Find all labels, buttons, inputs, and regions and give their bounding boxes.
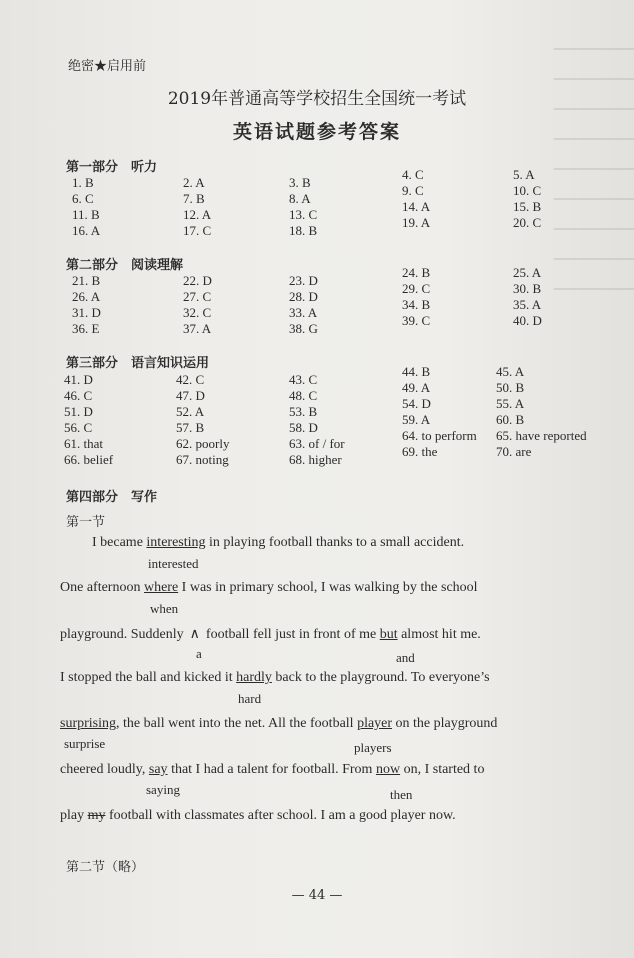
answer-cell: 27. C: [183, 289, 212, 304]
answer-cell: 70. are: [496, 444, 532, 459]
bleed-through-shadow: [554, 20, 634, 300]
essay-line-5: surprising, the ball went into the net. All the football player on the playground: [60, 716, 498, 731]
answer-cell: 33. A: [289, 305, 318, 320]
answer-cell: 47. D: [176, 388, 205, 403]
answer-cell: 45. A: [496, 364, 525, 379]
answer-cell: 28. D: [289, 289, 318, 304]
correction-5a: surprise: [64, 736, 106, 751]
answer-cell: 36. E: [72, 321, 100, 336]
answer-cell: 51. D: [64, 404, 93, 419]
part4-title: 第四部分 写作: [66, 490, 158, 505]
answer-cell: 3. B: [289, 175, 311, 190]
answer-cell: 26. A: [72, 289, 101, 304]
answer-cell: 53. B: [289, 404, 318, 419]
answer-cell: 21. B: [72, 273, 101, 288]
correction-4: hard: [238, 691, 262, 706]
correction-3a: a: [196, 646, 202, 661]
part1-title: 第一部分 听力: [66, 160, 158, 175]
answer-cell: 69. the: [402, 444, 438, 459]
answer-cell: 65. have reported: [496, 428, 587, 443]
part4-section1: 第一节: [66, 515, 106, 530]
answer-cell: 13. C: [289, 207, 318, 222]
answer-cell: 57. B: [176, 420, 205, 435]
correction-5b: players: [354, 740, 392, 755]
answer-cell: 40. D: [513, 313, 542, 328]
answer-cell: 50. B: [496, 380, 525, 395]
correction-2: when: [150, 601, 179, 616]
answer-cell: 15. B: [513, 199, 542, 214]
answer-cell: 5. A: [513, 167, 535, 182]
correction-3b: and: [396, 650, 415, 665]
essay-line-6: cheered loudly, say that I had a talent for football. From now on, I started to: [60, 762, 485, 777]
answer-cell: 18. B: [289, 223, 318, 238]
answer-cell: 9. C: [402, 183, 424, 198]
exam-title: 2019年普通高等学校招生全国统一考试: [167, 89, 467, 109]
answer-cell: 11. B: [72, 207, 100, 222]
answer-cell: 34. B: [402, 297, 431, 312]
answer-cell: 32. C: [183, 305, 212, 320]
answer-cell: 12. A: [183, 207, 212, 222]
essay-line-2: One afternoon where I was in primary school, I was walking by the school: [60, 580, 478, 595]
essay-line-7: play my football with classmates after school. I am a good player now.: [60, 808, 456, 823]
answer-cell: 46. C: [64, 388, 93, 403]
answer-cell: 20. C: [513, 215, 542, 230]
answer-cell: 14. A: [402, 199, 431, 214]
answer-cell: 2. A: [183, 175, 205, 190]
essay-line-4: I stopped the ball and kicked it hardly back to the playground. To everyone’s: [60, 670, 490, 685]
page-number: — 44 —: [291, 888, 343, 903]
answer-cell: 4. C: [402, 167, 424, 182]
answer-cell: 66. belief: [64, 452, 114, 467]
answer-cell: 8. A: [289, 191, 311, 206]
answer-cell: 29. C: [402, 281, 431, 296]
answer-cell: 38. G: [289, 321, 318, 336]
answer-cell: 10. C: [513, 183, 542, 198]
answer-cell: 16. A: [72, 223, 101, 238]
answer-cell: 43. C: [289, 372, 318, 387]
part3-title: 第三部分 语言知识运用: [66, 356, 210, 371]
answer-cell: 60. B: [496, 412, 525, 427]
answer-cell: 52. A: [176, 404, 205, 419]
correction-1: interested: [148, 556, 199, 571]
essay-line-1: I became interesting in playing football thanks to a small accident.: [92, 535, 465, 550]
answer-cell: 64. to perform: [402, 428, 477, 443]
answer-cell: 58. D: [289, 420, 318, 435]
answer-cell: 62. poorly: [176, 436, 230, 451]
answer-cell: 6. C: [72, 191, 94, 206]
part4-section2: 第二节（略）: [66, 860, 145, 875]
correction-6b: then: [390, 787, 413, 802]
answer-cell: 1. B: [72, 175, 94, 190]
answer-cell: 39. C: [402, 313, 431, 328]
answer-cell: 42. C: [176, 372, 205, 387]
answer-cell: 67. noting: [176, 452, 229, 467]
answer-cell: 56. C: [64, 420, 93, 435]
answer-cell: 54. D: [402, 396, 431, 411]
answer-cell: 35. A: [513, 297, 542, 312]
answer-cell: 68. higher: [289, 452, 342, 467]
answer-key-title: 英语试题参考答案: [232, 121, 401, 143]
answer-cell: 7. B: [183, 191, 205, 206]
answer-cell: 44. B: [402, 364, 431, 379]
answer-cell: 59. A: [402, 412, 431, 427]
answer-cell: 41. D: [64, 372, 93, 387]
answer-cell: 37. A: [183, 321, 212, 336]
correction-6a: saying: [146, 782, 180, 797]
answer-cell: 55. A: [496, 396, 525, 411]
answer-cell: 49. A: [402, 380, 431, 395]
answer-cell: 24. B: [402, 265, 431, 280]
answer-cell: 22. D: [183, 273, 212, 288]
confidential-tag: 绝密★启用前: [68, 59, 147, 74]
answer-cell: 48. C: [289, 388, 318, 403]
part2-title: 第二部分 阅读理解: [66, 258, 184, 273]
answer-cell: 31. D: [72, 305, 101, 320]
answer-cell: 23. D: [289, 273, 318, 288]
answer-cell: 17. C: [183, 223, 212, 238]
answer-cell: 63. of / for: [289, 436, 345, 451]
answer-cell: 61. that: [64, 436, 103, 451]
answer-cell: 25. A: [513, 265, 542, 280]
answer-cell: 19. A: [402, 215, 431, 230]
answer-cell: 30. B: [513, 281, 542, 296]
essay-line-3: playground. Suddenly ∧ football fell just in front of me but almost hit me.: [60, 627, 481, 642]
insert-caret-icon: ∧: [189, 627, 200, 642]
